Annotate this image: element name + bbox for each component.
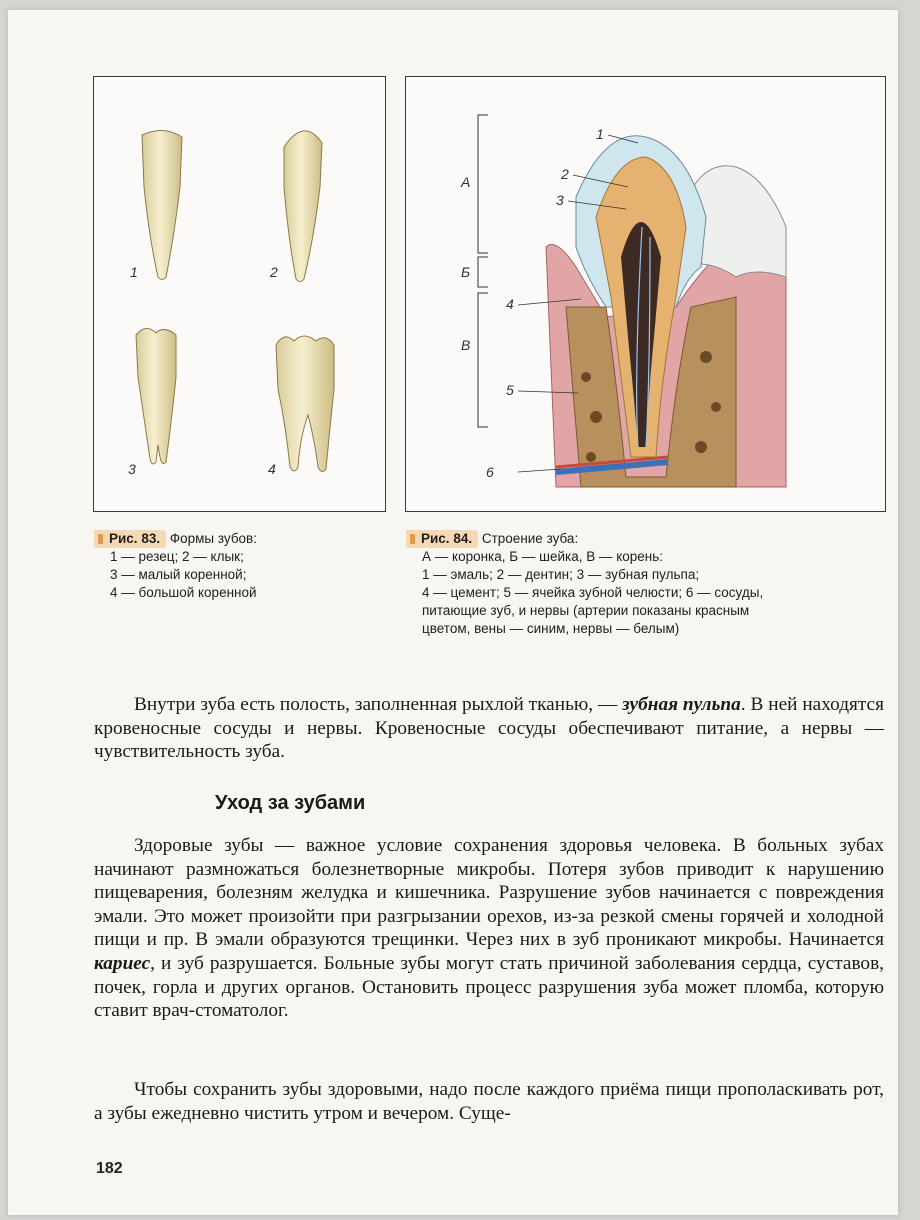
label-part-4: 4: [506, 296, 514, 312]
incisor-tooth: [142, 130, 182, 279]
figure-84-caption: Рис. 84. Строение зуба: А — коронка, Б — шейка, В — корень: 1 — эмаль; 2 — дентин; 3 — зубная пульпа; 4 — цемент; 5 — ячейка зубной челюсти; 6 — сосуды, питающие зуб, и нервы (артерии показаны красным цветом, вены — синим, нервы — белым): [406, 530, 886, 638]
section-heading: Уход за зубами: [215, 792, 366, 814]
tooth-structure-illustration: [406, 77, 885, 511]
paragraph-pulp: Внутри зуба есть полость, заполненная рыхлой тканью, — зубная пульпа. В ней находятся кровеносные сосуды и нервы. Кровеносные сосуды обеспечивают питание, а нервы — чувствительность зуба.: [94, 694, 884, 763]
tooth-shapes-illustration: [94, 77, 385, 511]
label-part-6: 6: [486, 464, 494, 480]
paragraph-dental-care: Здоровые зубы — важное условие сохранения здоровья человека. В больных зубах начинают размножаться болезнетворные микробы. Потеря зубов приводит к нарушению пищеварения, болезням желудка и кишечника. Разрушение зубов начинается с повреждения эмали. Это может произойти при разгрызании орехов, из-за резкой смены горячей и холодной пищи и пр. В эмали образуются трещинки. Через них в зуб проникают микробы. Начинается кариес, и зуб разрушается. Больные зубы могут стать причиной заболевания сердца, суставов, почек, горла и других органов. Остановить процесс разрушения зуба может пломба, которую ставит врач-стоматолог.: [94, 835, 884, 1022]
textbook-page: [8, 10, 898, 1215]
label-part-3: 3: [556, 192, 564, 208]
page-number: 182: [96, 1160, 123, 1177]
label-b: Б: [461, 264, 471, 280]
term-pulp: зубная пульпа: [622, 694, 741, 715]
figure-83-caption: Рис. 83. Формы зубов: 1 — резец; 2 — клык; 3 — малый коренной; 4 — большой коренной: [94, 530, 394, 602]
caption-title: Рис. 84.: [406, 530, 478, 548]
label-part-1: 1: [596, 126, 604, 142]
paragraph-cleaning: Чтобы сохранить зубы здоровыми, надо после каждого приёма пищи прополаскивать рот, а зубы ежедневно чистить утром и вечером. Суще-: [94, 1079, 884, 1124]
caption-title: Рис. 83.: [94, 530, 166, 548]
label-part-2: 2: [561, 166, 569, 182]
label-1: 1: [130, 264, 138, 280]
canine-tooth: [284, 131, 322, 282]
premolar-tooth: [136, 328, 176, 463]
figure-84-tooth-structure: [405, 76, 886, 512]
term-caries: кариес: [94, 952, 151, 974]
molar-tooth: [276, 336, 334, 472]
label-4: 4: [268, 461, 276, 477]
figure-83-tooth-shapes: [93, 76, 386, 512]
label-v: В: [461, 337, 471, 353]
label-a: А: [461, 174, 471, 190]
label-2: 2: [270, 264, 278, 280]
label-3: 3: [128, 461, 136, 477]
label-part-5: 5: [506, 382, 514, 398]
